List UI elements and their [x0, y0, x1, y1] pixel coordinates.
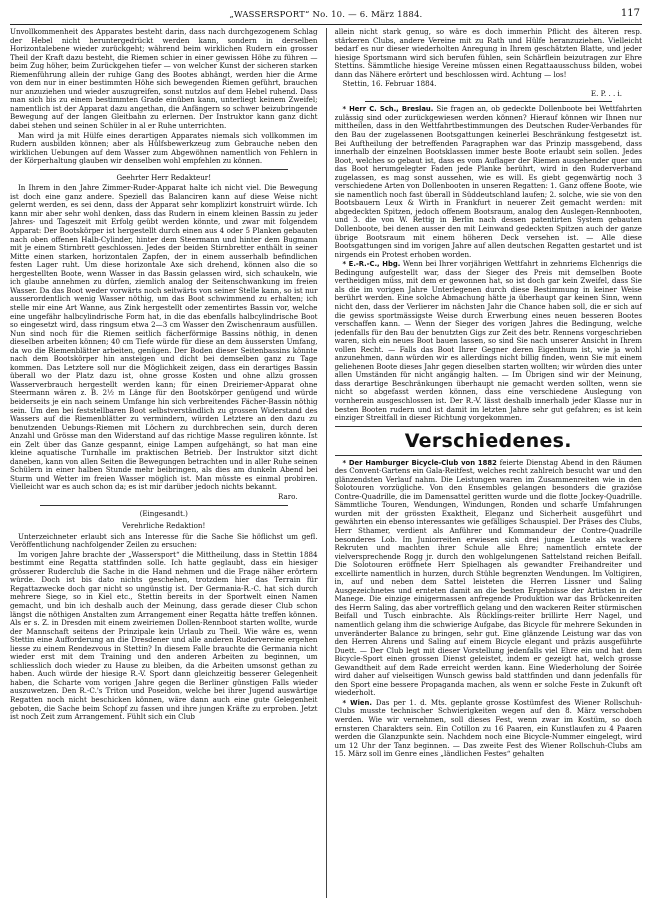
eingesandt-heading: (Eingesandt.) [139, 508, 188, 518]
running-head: „WASSERSPORT“ No. 10. — 6. März 1884. [229, 10, 423, 20]
answer-paragraph [335, 260, 643, 422]
divider-rule [365, 101, 613, 102]
dateline: Stettin, 16. Februar 1884. [342, 79, 437, 89]
letter-signature: E. P. . . i. [590, 88, 622, 98]
letter-signature: Raro. [277, 491, 298, 501]
news-text: feierte Dienstag Abend in den Räumen des Convent-Gartens ein Gala-Reitfest, welches recht zahlreich besucht war und den glänzendsten Verlauf nahm. Die Leistungen waren im Zusammenreiten wie in den Solotouren vorzügliche. Von den Ensembles gelangen besonders die graziöse Contre-Quadrille, die im Damensattel geritten wurde und die flotte Jockey-Quadrille. Sämmtliche Touren, Wendungen, Windungen, Ronden und scharfe Umfahrungen wurden mit der grössten Exaktheit, Eleganz und Sicherheit ausgeführt und gewährten ein ebenso interessantes wie gefälliges Schauspiel. Der Präses des Clubs, Herr Sthamer, verdient als Anführer und Kommandeur der Contre-Quadrille besonderes Lob. Im Juniorreiten erwiesen sich drei junge Leute als wackere Rekruten und machten ihrer Schule alle Ehre; namentlich erntete der vielversprechende Rogg jr. durch den wohlgelungenen Sattelstand reichen Beifall. Die Solotouren eröffnete Herr Spielhagen als gewandter Freihandreiter und excellirte namentlich in hurzen, durch Stühle begrenzten Wendungen. Im Voltigiren, in, auf und neben dem Sattel leisteten die Herren Lissner und Saling Ausgezeichnetes und ernteten damit an die besten Ergebnisse der Artisten in der Manege. Die einzige einigermassen anfregende Produktion war das Brückenreiten des Herrn Saling, das aber vortrefflich gelang und den wackeren Reiter stürmischen Beifall und Tusch einbrachte. Als Rücklings-reiter brillirte Herr Nagel, und namentlich gelang ihm die schwierige Aufgabe, das Bicycle für mehrere Sekunden in unveränderter Balance zu bringen, sehr gut. Eine glänzende Leistung war das von den Herren Ahrens und Saling auf einem Bicycle elegant und präzis ausgeführte Duett. — Der Club legt mit dieser Vorstellung jedenfalls viel Ehre ein und hat dem Bicycle-Sport einen grossen Dienst geleistet, indem er gezeigt hat, welch grosse Gewandtheit auf dem Rade erreicht werden kann. Eine Wiederholung der Soirée wird daher auf vielseitigen Wunsch gewiss bald stattfinden und dann jedenfalls für den Sport eine bessere Propaganda machen, als wenn er solche Feste in Zukunft oft wiederholt. [334, 457, 642, 698]
news-paragraph [335, 699, 643, 759]
letter-salutation: Verehrliche Redaktion! [122, 521, 206, 531]
left-column [10, 28, 318, 898]
letter-body: Unterzeichneter erlaubt sich ans Interesse für die Sache Sie höflichst um gefl. Veröffentlichung nachfolgender Zeilen zu ersuchen: [10, 531, 318, 550]
answer-lead: * Herr C. Sch., Breslau. [342, 105, 434, 114]
page-number: 117 [620, 8, 640, 19]
news-paragraph [335, 459, 643, 698]
answer-text: Sie fragen an, ob gedeckte Dollenboote bei Wettfahrten zulässig sind oder zurückgewiesen werden können? Hierauf können wir Ihnen nur mittheilen, dass in den Wettfahrtbestimmungen des Deutschen Ruder-Verbandes für den Bau der zugelassenen Bootsgattungen keinerlei Beschränkung festgesetzt ist. Bei Auftheilung der betreffenden Paragraphen war das Prinzip massgebend, dass innerhalb der einzelnen Bootsklassen immer beste Boote erlaubt sein sollen. Jedes Boot, welches so gebaut ist, dass es vom Auflager der Riemen ausgehender quer um das Boot herumgelegter Faden jede Planke berührt, wird in den Ruderverband zugelassen, es mag sonst aussehen, wie es will. Es giebt gegenwärtig noch 3 verschiedene Arten von Dollenbooten in unseren Regatten: 1. Ganz offene Boote, wie sie namentlich noch fast überall in Süddeutschland laufen; 2. solche, wie sie von den Bootsbauern Leux & Wirth in Frankfurt in neuerer Zeit gemacht werden: mit abgedeckten Spitzen, jedoch offenem Bootsraum, analog den Auslegen-Rennbooten, und 3. die von W. Rettig in Berlin nach dessen patentirten System gebauten Dollenboote, bei denen ausser den mit Leinwand gedeckten Spitzen auch der ganze übrige Bootsraum mit einem höheren Deck versehen ist. — Alle diese Bootsgattungen sind im vorigen Jahre auf allen deutschen Regatten gestartet und ist nirgends ein Protest erhoben worden. [334, 104, 642, 259]
letter-salutation: Geehrter Herr Redakteur! [116, 172, 212, 182]
news-lead: * Der Hamburger Bicycle-Club von 1882 [342, 458, 497, 467]
divider-rule [335, 426, 643, 427]
article-paragraph: Unvollkommenheit des Apparates besteht darin, dass nach durchgezogenem Schlag der Hebel nicht heruntergedrückt werden kann, sondern in derselben Horizontalebene wieder zurückgeht; während beim wirklichen Rudern ein grosser Theil der Kraft dazu besteht, die Riemen schier in einer gewissen Höhe zu führen — beim Zug höher, beim Zurückgehen tiefer — von welcher Kunst der sicheren starken Riemenführung allein der ruhige Gang des Bootes abhängt, werden hier die Arme von dem nur in einer bestimmten Höhe sich bewegenden Riemen geführt, brauchen nur anzuziehen und wieder auszugreifen, sonst nutzlos auf dem Hebel ruhend. Dass man sich bis zu einem bestimmten Grade einüben kann, unterliegt keinem Zweifel; namentlich ist der Apparat dazu angethan, die Anfängern so schwer beizubringende Bewegung auf der langen Gleitbahn zu erlernen. Der Instruktor kann ganz dicht dabei stehen und seinen Schüler in al er Ruhe unterrichten. [10, 28, 318, 131]
answer-lead: * E.-R.-C., Hbg. [342, 260, 401, 269]
divider-rule [40, 505, 288, 506]
right-column [335, 28, 643, 898]
columns [10, 28, 642, 898]
answer-paragraph [335, 105, 643, 259]
letter-body: Im vorigen Jahre brachte der „Wassersport“ die Mittheilung, dass in Stettin 1884 bestimmt eine Regatta stattfinden solle. Ich hatte geglaubt, dass ein hiesiger grösserer Ruderclub die Sache in die Hand nehmen und die Frage näher erörtern würde. Doch ist bis dato nichts geschehen, trotzdem hier das Terrain für Regattazwecke doch gar nicht so ungünstig ist. Der Germania-R.-C. hat sich durch mehrere Siege, so in Kiel etc., Stettin bereits in der Sportwelt einen Namen gemacht, und bin ich deshalb auch der Meinung, dass gerade dieser Club schon längst die nöthigen Anstalten zum Arrangement einer Regatta hätte treffen können. Als er s. Z. in Dresden mit einem zweiriemen Dollen-Rennboot starten wollte, wurde der Mannschaft seitens der Prinzipale kein Urlaub zu Theil. Wie wäre es, wenn Stettin eine Aufforderung an die Dresdener und alle anderen Rudervereine ergehen liesse zu einem Rendezvous in Stettin? In diesem Falle brauchte die Germania nicht wieder erst mit dem Training und den anderen Arbeiten zu beginnen, um schliesslich doch wieder zu Hause zu bleiben, da die Arbeiten umsonst gethan zu haben. Auch würde der hiesige R.-V. Sport dann gleichzeitig besserer Gelegenheit haben, die Scharte vom vorigen Jahre gegen die Berliner günstigen Falls wieder auszuwetzen. Den R.-C.'s Triton und Poseidon, welche bei ihrer Jugend auswärtige Regatten noch nicht beschicken können, wäre dann auch eine gute Gelegenheit geboten, die Sache beim Schopf zu fassen und ihre jungen Kräfte zu erproben. Jetzt ist noch Zeit zum Arrangement. Fühlt sich ein Club [10, 549, 318, 722]
divider-rule [40, 169, 288, 170]
news-text: Das per 1. d. Mts. geplante grosse Kostümfest des Wiener Rollschuh-Clubs musste technischer Schwierigkeiten wegen auf den 8. März verschoben werden. Wie wir vernehmen, soll dieses Fest, wenn zwar im Kostüm, so doch ernsteren Charakters sein. Ein Cotillon zu 16 Paaren, ein Kunstlaufen zu 4 Paaren werden die Glanzpunkte sein. Nachdem noch eine Bicycle-Nummer eingelegt, wird um 12 Uhr der Tanz beginnen. — Das zweite Fest des Wiener Rollschuh-Clubs am 15. März soll im Genre eines „ländlichen Festes“ gehalten [334, 697, 642, 759]
divider-rule [335, 455, 643, 456]
page-header [10, 8, 642, 25]
letter-body: In Ihrem in den Jahre Zimmer-Ruder-Apparat halte ich nicht viel. Die Bewegung ist doch eine ganz andere. Speziell das Balanciren kann auf diese Weise nicht gelernt werden, es sei denn, dass der Apparat sehr komplizirt konstruirt würde. Ich kann mir aber sehr wohl denken, dass das Rudern in einem kleinen Bassin zu jeder Jahres- und Tageszeit mit Erfolg geübt werden könnte, und zwar mit folgendem Apparat: Der Bootskörper ist hergestellt durch einen aus 4 oder 5 Planken gebauten nach oben offenen Halb-Cylinder, hinter dem Steermann und hinter dem Bugmann mit je einem Stirnbrett geschlossen. Jedes der beiden Stirnbretter enthält in seiner Mitte einen starken, horizontalen Zapfen, der in einem ausserhalb befindlichen festen Lager ruht. Um diese horizontale Axe sich drehend, können also die so hergestellten Boote, wenn Wasser in das Bassin gelassen wird, sich schaukeln, wie ich glaube annehmen zu dürfen, ziemlich analog der Seitenschwankung im freien Wasser. Da das Boot weder vorwärts noch seitwärts von seiner Stelle kann, so ist nur ausserordentlich wenig Wasser nöthig, um das Boot schwimmend zu erhalten; ich stelle mir eine Art Wanne, aus Zink hergestellt oder zementirtes Bassin vor, welche eine ungefähr halbcylindrische Form hat, in die das ebenfalls halbcylindrische Boot so eingesetzt wird, dass ringsum etwa 2—3 cm Wasser den Zwischenraum ausfüllen. Nun sind noch für die Riemen seitlich fächerförmige Bassins nöthig, in denen dieselben arbeiten können; 40 cm Tiefe würde für diese an dem äussersten Umfang, da wo die Riemenblätter arbeiten, genügen. Der Boden dieser Seitenbassins könnte nach dem Bootskörper hin ansteigen und dicht bei demselben ganz zu Tage kommen. Das Letztere soll nur die Möglichkeit zeigen, dass ein derartiges Bassin überall wo der Platz dazu ist, ohne grosse Kosten und ohne allzu grossen Wasserverbrauch hergestellt werden kann; für einen Dreiriemer-Apparat ohne Steermann wären z. B. 2½ m Länge für den Bootskörper genügend und würde beiderseits je ein nach seinem Umfange hin sich verbreitendes Fächer-Bassin nöthig sein. Um den bei feststellbaren Boot selbstverständlich zu grossen Widerstand des Wassers auf die Riemenblätter zu vermindern, würden Letztere an den dazu zu benutzenden Uebungs-Riemen mit Löchern zu durchbrechen sein, durch deren Anzahl und Grösse man den Widerstand auf das richtige Masse reguliren könnte. Ist ein Zelt über das Ganze gespannt, einige Lampen aufgehängt, so hat man eine kleine aquatische Turnhalle im praktischen Betrieb. Der Instruktor sitzt dicht daneben, kann von allen Seiten die Bewegungen betrachten und in aller Ruhe seinen Schülern in einer halben Stunde mehr beibringen, als dies am dunkeln Abend bei Sturm und Wetter im freien Wasser möglich ist. Man müsste es einmal probiren. Vielleicht war es auch schon da; es ist mir darüber jedoch nichts bekannt. [10, 183, 318, 492]
article-paragraph: allein nicht stark genug, so wäre es doch immerhin Pflicht des älteren resp. stärkeren Clubs, andere Vereine mit zu Rath und Hülfe heranzuziehen. Vielleicht bedarf es nur dieser wiederholten Anregung in Ihrem geschätzten Blatte, und jeder hiesige Sportsmann wird sich berufen fühlen, sein Schärflein beizutragen zur Ehre Stettins. Sämmtliche hiesige Vereine müssen einen Regattaausschuss bilden, wobei dann das Nähere erörtert und beschlossen wird. Achtung — los! [334, 28, 642, 79]
news-lead: * Wien. [342, 698, 372, 707]
article-paragraph: Man wird ja mit Hülfe eines derartigen Apparates niemals sich vollkommen im Rudern ausbilden können; aber als Hülfsbewerkzeug zum Gebrauche neben den wirklichen Uebungen auf dem Wasser zum Abgewöhnen namentlich von Fehlern in der Körperhaltung glauben wir denselben wohl empfehlen zu können. [10, 130, 318, 166]
column-divider [326, 28, 327, 898]
answer-text: Wenn bei Ihrer vorjährigen Wettfahrt in zehnriems Elchenrigs die Bedingung aufgestellt war, dass der Sieger des Preis mit demselben Boote vertheidigen müss, mit dem er gewonnen hat, so ist doch gar kein Zweifel, dass Sie als die im vorigen Jahre Unterlegenen durch diese Bestimmung in keiner Weise berührt werden. Eine solche Abmachung hätte ja überhaupt gar keinen Sinn, wenn nicht den, dass der Verlierer im nächsten Jahr die Chance haben soll, die er sich auf die gewiss sportmässigste Weise durch Erwerbung eines neuen besseren Bootes verschaffen kann. — Wenn der Sieger des vorigen Jahres die Bedingung, welche jedenfalls für den Bau der benutzten Gigs zur Zeit des betr. Rennens vorgeschrieben waren, sich ein neues Boot bauen lassen, so sind Sie nach unserer Ansicht in Ihrem vollen Recht. — Falls das Boot Ihrer Gegner deren Eigenthum ist, wie ja wohl anzunehmen, dann würden wir es allerdings nicht billig finden, wenn Sie mit einem geliehenen Boote dieses Jahr gegen dieselben starten wollten; wir würden dies unter allen Umständen für nicht angängig halten. — Im Übrigen sind wir der Meinung, dass derartige Beschränkungen überhaupt nie gemacht werden sollten, wenn sie nicht so abgefasst werden können, dass eine verschiedene Auslegung von vornherein ausgeschlossen ist. Der R.-V. lässt deshalb innerhalb jeder Klasse nur in besten Booten rudern und ist damit im letzten Jahre sehr gut gefahren; es ist kein einziger Streitfall in dieser Richtung vorgekommen. [334, 259, 642, 423]
section-title: Verschiedenes. [404, 429, 572, 452]
